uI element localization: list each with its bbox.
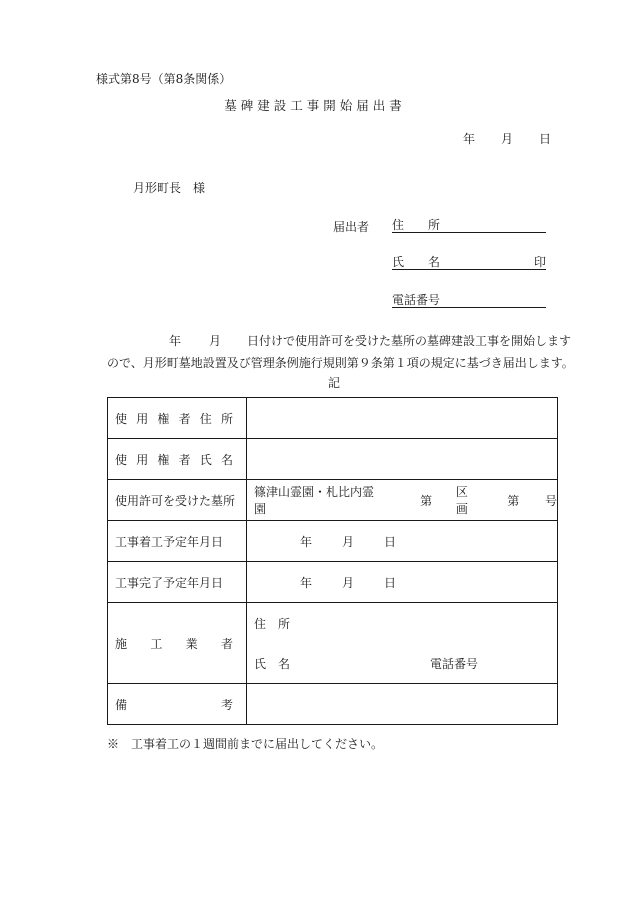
row-label: [108, 398, 247, 439]
start-date-cell[interactable]: [247, 521, 558, 562]
seal-mark: 印: [533, 255, 546, 269]
start-year: 年: [300, 534, 313, 549]
cemetery-names: 篠津山霊園・札比内霊園: [254, 485, 375, 516]
row-label: [108, 439, 247, 480]
contractor-phone: 電話番号: [430, 656, 479, 671]
name-key-1: 氏: [392, 255, 405, 269]
date-day: 日: [539, 132, 552, 146]
user-name-cell[interactable]: [247, 439, 558, 480]
addressee: 月形町長 様: [133, 181, 206, 195]
form-number: 様式第8号（第8条関係）: [96, 72, 232, 86]
notifier-label: 届出者: [333, 220, 370, 234]
row-label: [108, 603, 247, 684]
go-label: 号: [544, 493, 557, 508]
table-row: [108, 521, 558, 562]
row-label: 工事完了予定年月日: [108, 562, 247, 603]
end-year: 年: [300, 575, 313, 590]
table-row: [108, 684, 558, 725]
contractor-addr-2: 所: [278, 616, 291, 631]
notifier-name-field[interactable]: [392, 253, 546, 270]
body-month: 月: [209, 334, 222, 348]
ki-heading: 記: [327, 376, 340, 390]
label-user-name: 使 用 権 者 氏 名: [115, 452, 233, 467]
kukaku-label: 区画: [455, 485, 468, 516]
label-user-address: 使 用 権 者 住 所: [115, 411, 233, 426]
address-key-1: 住: [392, 218, 405, 232]
row-label: 工事着工予定年月日: [108, 521, 247, 562]
table-row: [108, 439, 558, 480]
table-row: [108, 603, 558, 684]
notifier-address-field[interactable]: [392, 216, 546, 233]
end-month: 月: [342, 575, 355, 590]
remarks-cell[interactable]: [247, 684, 558, 725]
table-row: [108, 562, 558, 603]
end-day: 日: [384, 575, 397, 590]
contractor-name-1: 氏: [254, 656, 267, 671]
start-month: 月: [342, 534, 355, 549]
footnote: ※ 工事着工の１週間前までに届出してください。: [107, 737, 384, 751]
row-label: [108, 684, 247, 725]
start-day: 日: [384, 534, 397, 549]
end-date-cell[interactable]: [247, 562, 558, 603]
contractor-cell[interactable]: [247, 603, 558, 684]
label-remarks: 備 考: [115, 697, 233, 712]
body-text: 日付けで使用許可を受けた墓所の墓碑建設工事を開始しますので、月形町墓地設置及び管理条例施行規則第９条第１項の規定に基づき届出します。: [107, 334, 574, 370]
table-row: [108, 480, 558, 521]
table-row: [108, 398, 558, 439]
details-table: [107, 397, 558, 725]
submission-date: [463, 130, 551, 147]
row-label: 使用許可を受けた墓所: [108, 480, 247, 521]
contractor-name-2: 名: [278, 656, 291, 671]
body-paragraph: [107, 330, 577, 374]
date-year: 年: [463, 132, 476, 146]
label-contractor: 施 工 業 者: [115, 636, 233, 651]
address-key-2: 所: [428, 218, 441, 232]
phone-key: 電話番号: [392, 293, 441, 307]
date-month: 月: [501, 132, 514, 146]
user-address-cell[interactable]: [247, 398, 558, 439]
dai-2: 第: [507, 493, 520, 508]
contractor-addr-1: 住: [254, 616, 267, 631]
dai-1: 第: [420, 493, 433, 508]
document-title: 墓碑建設工事開始届出書: [224, 98, 406, 113]
name-key-2: 名: [428, 255, 441, 269]
notifier-phone-field[interactable]: [392, 291, 546, 308]
cemetery-cell[interactable]: [247, 480, 558, 521]
body-year: 年: [169, 334, 182, 348]
